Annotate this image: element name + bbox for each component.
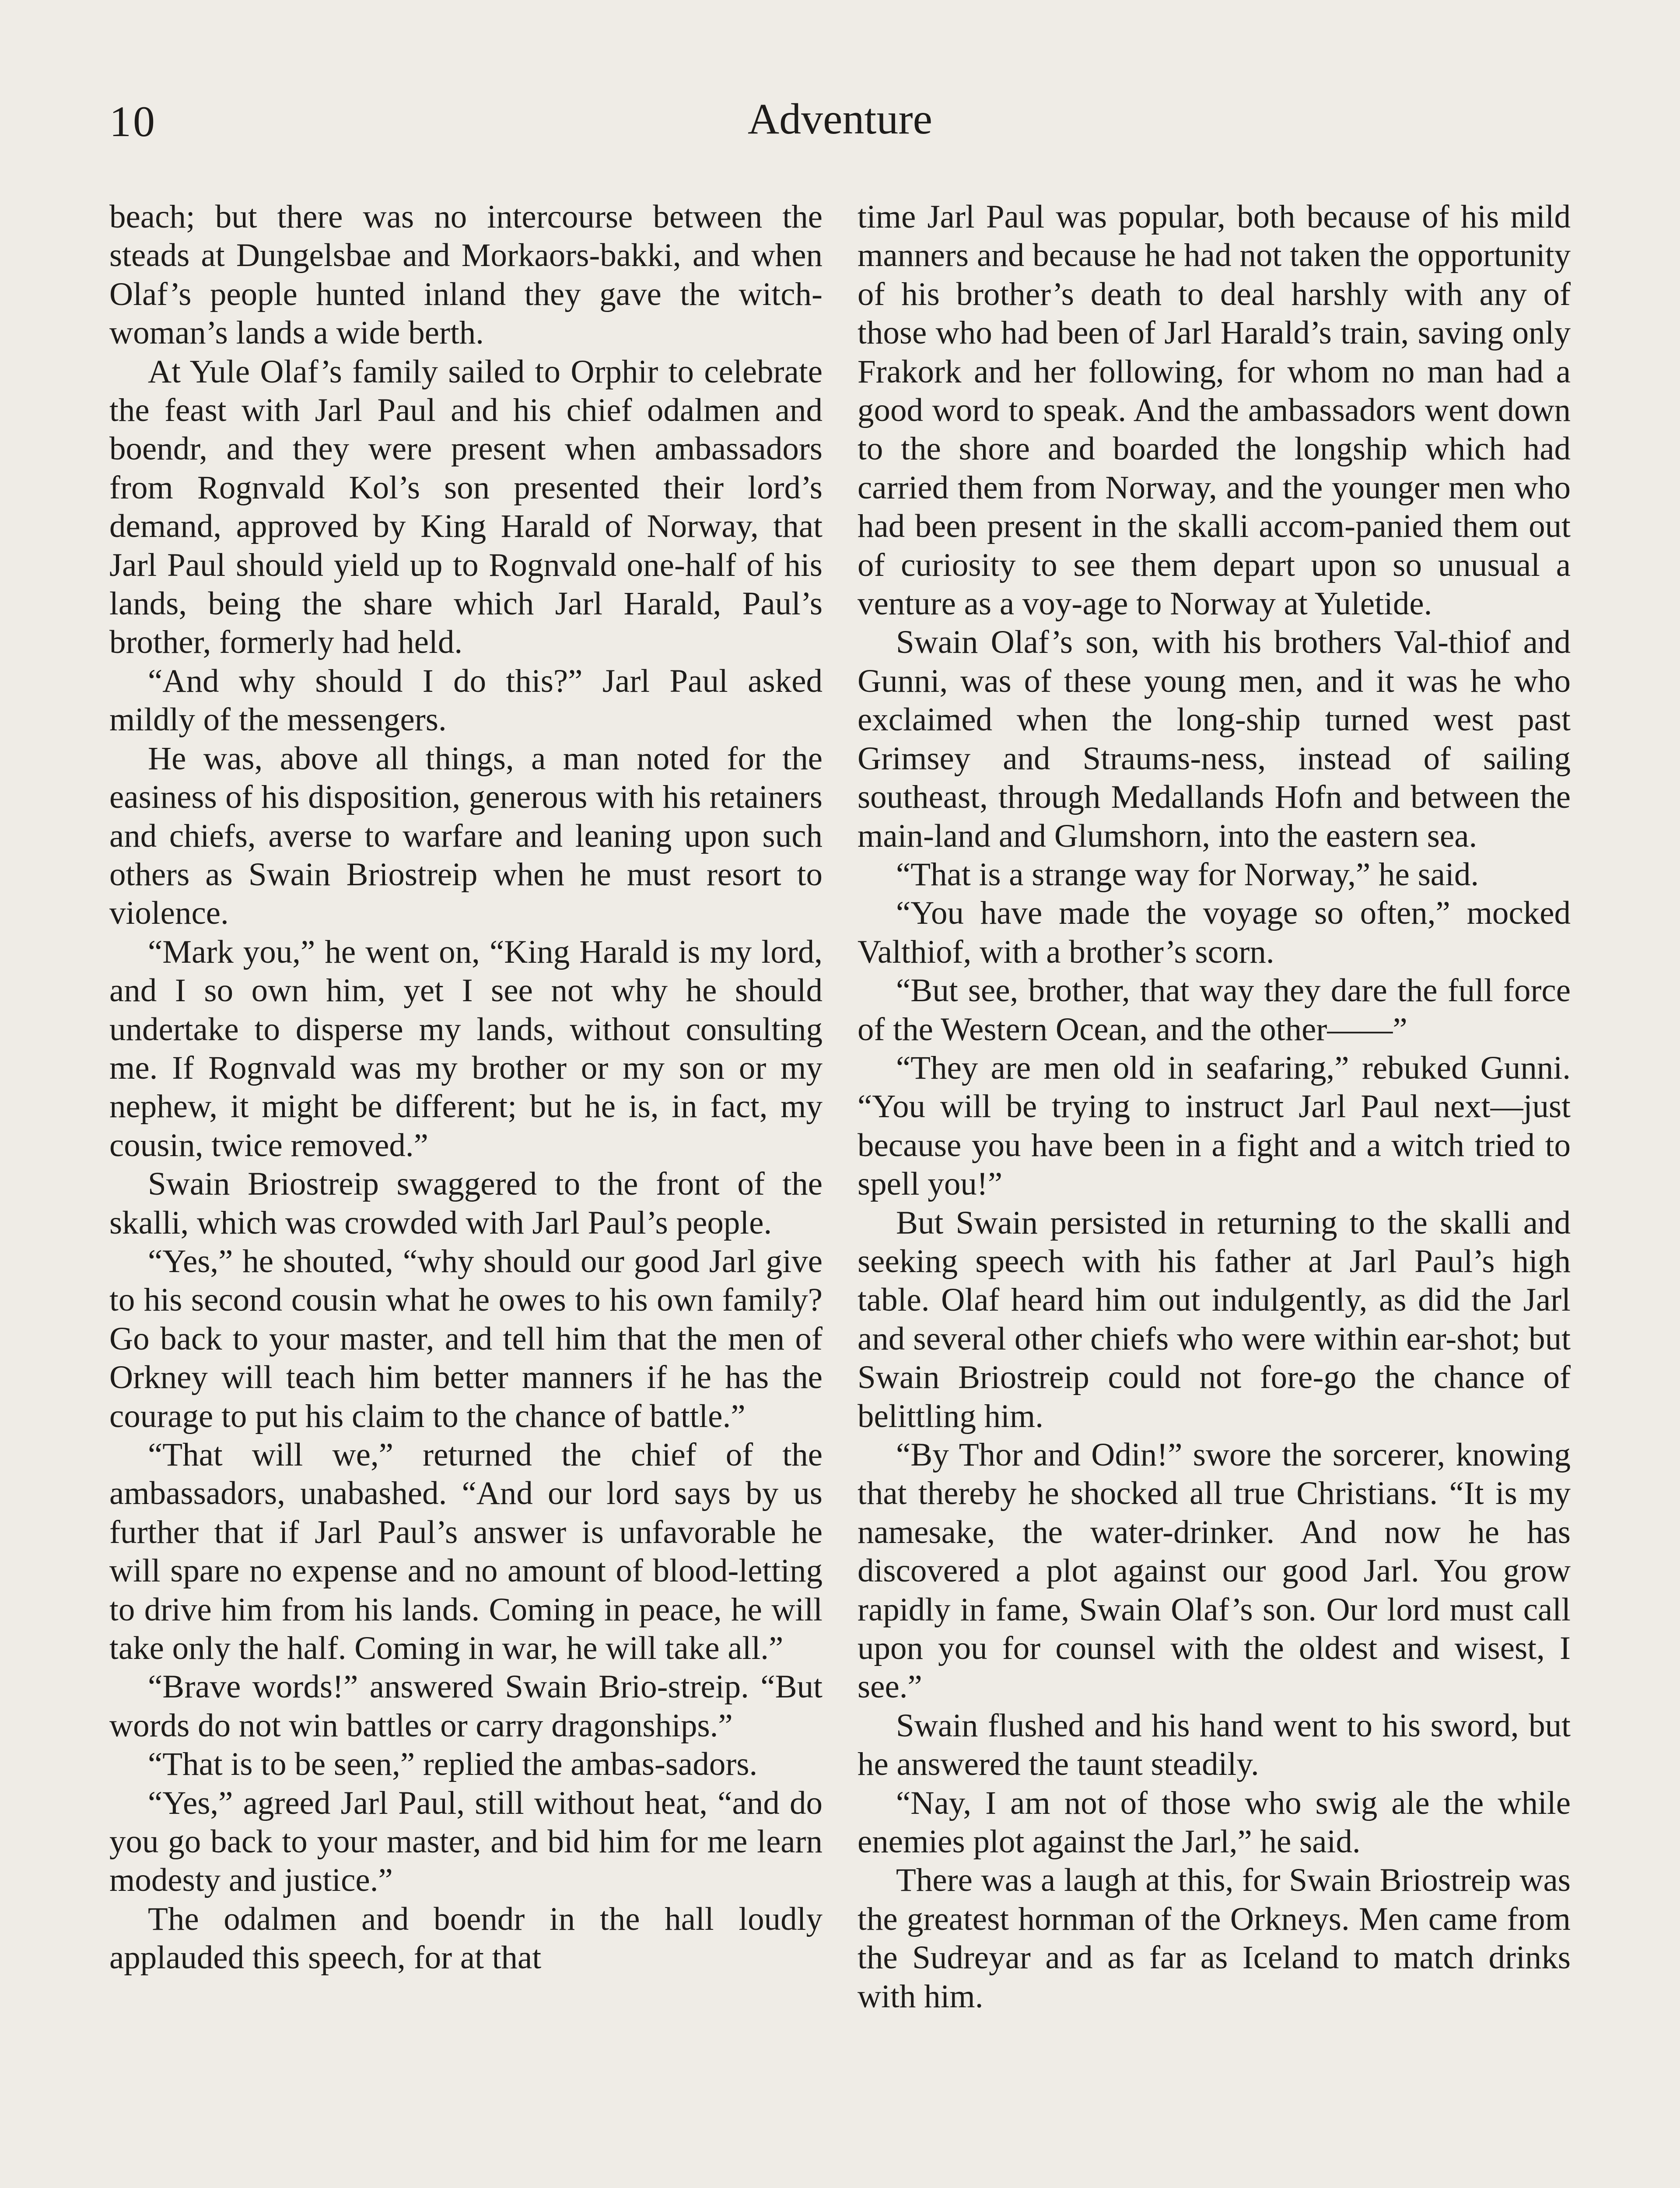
paragraph: Swain Briostreip swaggered to the front of the skalli, which was crowded with Jarl Paul’s people. xyxy=(109,1166,822,1241)
paragraph: time Jarl Paul was popular, both because of his mild manners and because he had not taken the opportunity of his brother’s death to deal harshly with any of those who had been of Jarl Harald’s train, saving only Frakork and her following, for whom no man had a good word to speak. And the ambassadors went down to the shore and boarded the longship which had carried them from Norway, and the younger men who had been present in the skalli accom-panied them out of curiosity to see them depart upon so unusual a venture as a voy-age to Norway at Yuletide. xyxy=(858,199,1571,622)
paragraph: “Brave words!” answered Swain Brio-streip. “But words do not win battles or carry dragonships.” xyxy=(109,1669,822,1744)
paragraph: Swain flushed and his hand went to his sword, but he answered the taunt steadily. xyxy=(858,1707,1571,1783)
paragraph: “That is a strange way for Norway,” he said. xyxy=(896,856,1479,893)
right-column xyxy=(858,198,1571,2016)
paragraph: “Nay, I am not of those who swig ale the while enemies plot against the Jarl,” he said. xyxy=(858,1785,1571,1860)
paragraph: “By Thor and Odin!” swore the sorcerer, knowing that thereby he shocked all true Christians. “It is my namesake, the water-drinker. And now he has discovered a plot against our good Jarl. You grow rapidly in fame, Swain Olaf’s son. Our lord must call upon you for counsel with the oldest and wisest, I see.” xyxy=(858,1437,1571,1705)
paragraph: “But see, brother, that way they dare the full force of the Western Ocean, and the other——” xyxy=(858,972,1571,1048)
paragraph: At Yule Olaf’s family sailed to Orphir to celebrate the feast with Jarl Paul and his chief odalmen and boendr, and they were present when ambassadors from Rognvald Kol’s son presented their lord’s demand, approved by King Harald of Norway, that Jarl Paul should yield up to Rognvald one-half of his lands, being the share which Jarl Harald, Paul’s brother, formerly had held. xyxy=(109,353,822,661)
paragraph: “Mark you,” he went on, “King Harald is my lord, and I so own him, yet I see not why he should undertake to disperse my lands, without consulting me. If Rognvald was my brother or my son or my nephew, it might be different; but he is, in fact, my cousin, twice removed.” xyxy=(109,933,822,1164)
running-title: Adventure xyxy=(747,95,933,143)
paragraph: beach; but there was no intercourse between the steads at Dungelsbae and Morkaors-bakki, and when Olaf’s people hunted inland they gave the witch-woman’s lands a wide berth. xyxy=(109,199,822,351)
paragraph: “And why should I do this?” Jarl Paul asked mildly of the messengers. xyxy=(109,663,822,738)
paragraph: He was, above all things, a man noted for the easiness of his disposition, generous with his retainers and chiefs, averse to warfare and leaning upon such others as Swain Briostreip when he must resort to violence. xyxy=(109,740,822,932)
paragraph: Swain Olaf’s son, with his brothers Val-thiof and Gunni, was of these young men, and it was he who exclaimed when the long-ship turned west past Grimsey and Straums-ness, instead of sailing southeast, through Medallands Hofn and between the main-land and Glumshorn, into the eastern sea. xyxy=(858,624,1571,854)
paragraph: There was a laugh at this, for Swain Briostreip was the greatest hornman of the Orkneys. Men came from the Sudreyar and as far as Iceland to match drinks with him. xyxy=(858,1862,1571,2015)
paragraph: The odalmen and boendr in the hall loudly applauded this speech, for at that xyxy=(109,1900,822,1976)
page-number: 10 xyxy=(109,97,157,146)
left-column xyxy=(109,198,822,1978)
paragraph: “You have made the voyage so often,” mocked Valthiof, with a brother’s scorn. xyxy=(858,895,1571,970)
paragraph: “Yes,” agreed Jarl Paul, still without heat, “and do you go back to your master, and bid him for me learn modesty and justice.” xyxy=(109,1785,822,1899)
paragraph: But Swain persisted in returning to the skalli and seeking speech with his father at Jarl Paul’s high table. Olaf heard him out indulgently, as did the Jarl and several other chiefs who were within ear-shot; but Swain Briostreip could not fore-go the chance of belittling him. xyxy=(858,1204,1571,1434)
paragraph: “Yes,” he shouted, “why should our good Jarl give to his second cousin what he owes to his own family? Go back to your master, and tell him that the men of Orkney will teach him better manners if he has the courage to put his claim to the chance of battle.” xyxy=(109,1243,822,1434)
paragraph: “That will we,” returned the chief of the ambassadors, unabashed. “And our lord says by us further that if Jarl Paul’s answer is unfavorable he will spare no expense and no amount of blood-letting to drive him from his lands. Coming in peace, he will take only the half. Coming in war, he will take all.” xyxy=(109,1437,822,1667)
paragraph: “They are men old in seafaring,” rebuked Gunni. “You will be trying to instruct Jarl Paul next—just because you have been in a fight and a witch tried to spell you!” xyxy=(858,1049,1571,1203)
paragraph: “That is to be seen,” replied the ambas-sadors. xyxy=(148,1746,758,1783)
